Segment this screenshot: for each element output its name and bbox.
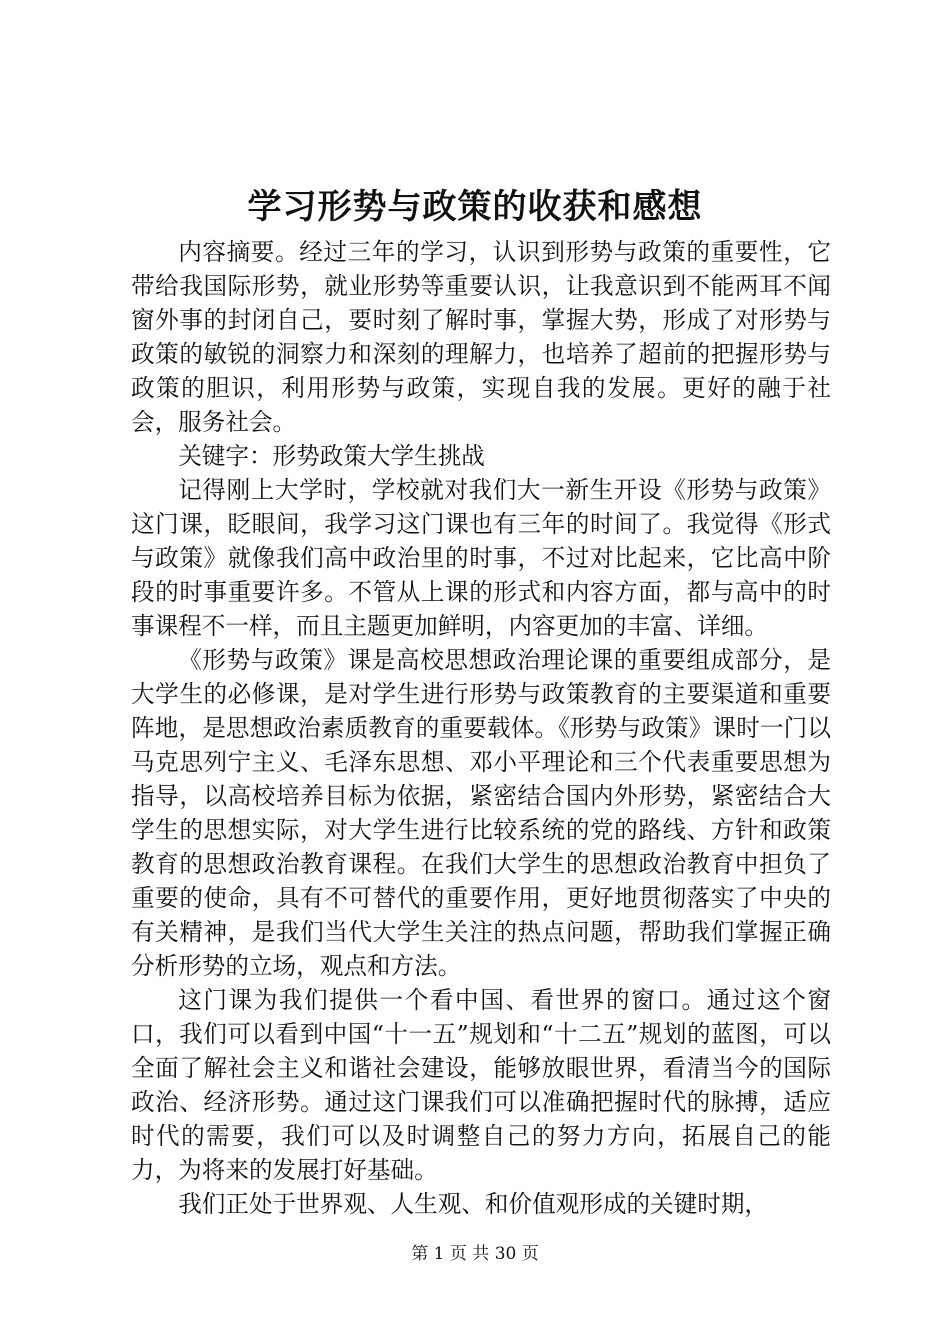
document-title: 学习形势与政策的收获和感想 (247, 187, 703, 227)
body-paragraph: 这门课为我们提供一个看中国、看世界的窗口。通过这个窗口，我们可以看到中国“十一五”规划和“十二五”规划的蓝图，可以全面了解社会主义和谐社会建设，能够放眼世界，看清当今的国际政治、经济形势。通过这门课我们可以准确把握时代的脉搏，适应时代的需要，我们可以及时调整自己的努力方向，拓展自己的能力，为将来的发展打好基础。 (131, 986, 831, 1184)
abstract-paragraph: 内容摘要。经过三年的学习，认识到形势与政策的重要性，它带给我国际形势，就业形势等重要认识，让我意识到不能两耳不闻窗外事的封闭自己，要时刻了解时事，掌握大势，形成了对形势与政策的敏锐的洞察力和深刻的理解力，也培养了超前的把握形势与政策的胆识，利用形势与政策，实现自我的发展。更好的融于社会，服务社会。 (131, 238, 831, 436)
body-paragraph: 记得刚上大学时，学校就对我们大一新生开设《形势与政策》这门课，眨眼间，我学习这门课也有三年的时间了。我觉得《形式与政策》就像我们高中政治里的时事，不过对比起来，它比高中阶段的时事重要许多。不管从上课的形式和内容方面，都与高中的时事课程不一样，而且主题更加鲜明，内容更加的丰富、详细。 (131, 476, 831, 640)
page-footer: 第 1 页 共 30 页 (411, 1244, 539, 1264)
body-paragraph: 我们正处于世界观、人生观、和价值观形成的关键时期， (178, 1190, 769, 1218)
keywords-paragraph: 关键字：形势政策大学生挑战 (178, 442, 485, 470)
document-body (131, 235, 831, 1221)
body-paragraph: 《形势与政策》课是高校思想政治理论课的重要组成部分，是大学生的必修课，是对学生进行形势与政策教育的主要渠道和重要阵地，是思想政治素质教育的重要载体。《形势与政策》课时一门以马克思列宁主义、毛泽东思想、邓小平理论和三个代表重要思想为指导，以高校培养目标为依据，紧密结合国内外形势，紧密结合大学生的思想实际，对大学生进行比较系统的党的路线、方针和政策教育的思想政治教育课程。在我们大学生的思想政治教育中担负了重要的使命，具有不可替代的重要作用，更好地贯彻落实了中央的有关精神，是我们当代大学生关注的热点问题，帮助我们掌握正确分析形势的立场，观点和方法。 (131, 646, 831, 980)
